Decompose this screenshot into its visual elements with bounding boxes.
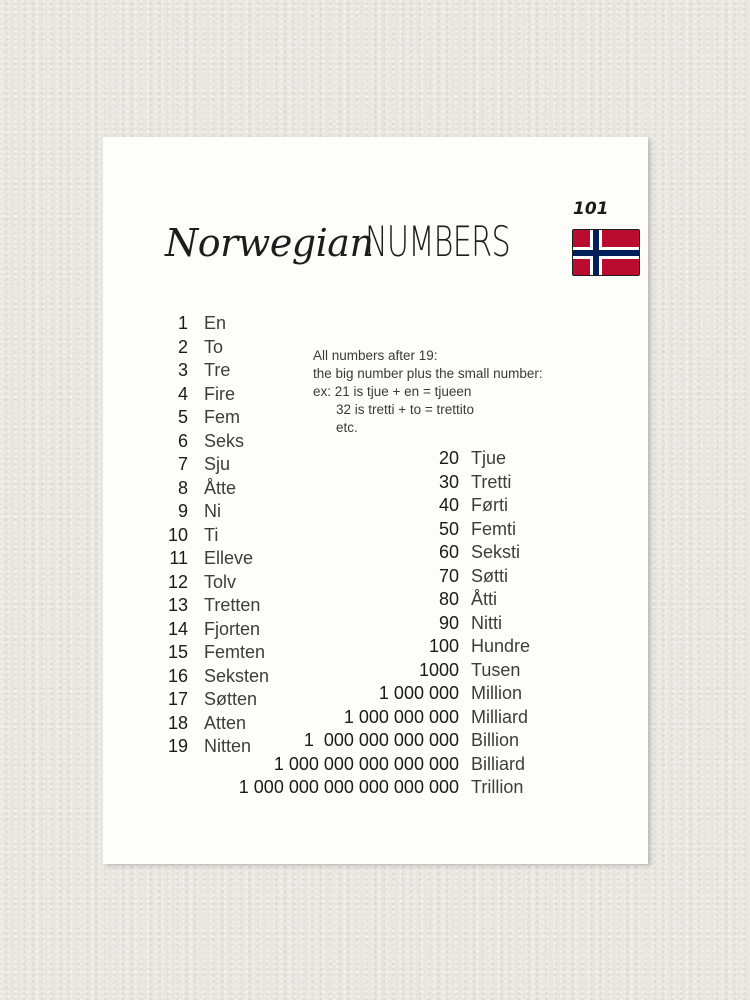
numeral: 8 — [177, 477, 188, 498]
number-row — [153, 383, 269, 407]
numeral: 1 000 000 000 — [343, 706, 459, 727]
numeral: 11 — [169, 548, 188, 569]
norwegian-word: Femti — [471, 518, 516, 539]
norwegian-word: Tolv — [204, 571, 237, 592]
norwegian-word: Ni — [204, 501, 221, 522]
number-row — [103, 471, 648, 495]
poster-title — [165, 199, 645, 287]
numeral: 30 — [438, 471, 459, 492]
numeral: 1 — [177, 313, 188, 334]
number-row — [103, 776, 648, 800]
numeral: 100 — [428, 636, 459, 657]
number-row — [153, 336, 269, 360]
norwegian-word: Femten — [204, 642, 266, 663]
note-line: etc. — [336, 420, 358, 435]
numeral: 1 000 000 000 000 — [303, 730, 459, 751]
norwegian-word: Milliard — [471, 706, 529, 727]
number-row — [103, 682, 648, 706]
numeral: 4 — [177, 383, 188, 404]
number-row — [103, 753, 648, 777]
numeral: 20 — [438, 448, 459, 469]
numeral: 80 — [438, 589, 459, 610]
norwegian-word: Tjue — [471, 448, 507, 469]
numeral: 1 000 000 000 000 000 — [273, 753, 459, 774]
norwegian-word: Tretten — [204, 595, 261, 616]
title-caps-word: NUMBERS — [365, 217, 510, 266]
numeral: 40 — [438, 495, 459, 516]
norwegian-word: Nitti — [471, 612, 502, 633]
numeral: 18 — [167, 712, 188, 733]
numeral: 7 — [177, 454, 188, 475]
numeral: 1000 — [418, 659, 459, 680]
number-row — [153, 312, 269, 336]
numeral: 19 — [167, 736, 188, 757]
norwegian-word: Seks — [204, 430, 245, 451]
number-row — [103, 588, 648, 612]
numeral: 3 — [177, 360, 188, 381]
numeral: 60 — [438, 542, 459, 563]
norwegian-word: Billiard — [471, 753, 526, 774]
big-numbers-list — [103, 447, 648, 800]
number-row — [103, 541, 648, 565]
numeral: 6 — [177, 430, 188, 451]
numeral: 50 — [438, 518, 459, 539]
title-superscript: 101 — [573, 199, 609, 219]
norwegian-word: Tusen — [471, 659, 521, 680]
numeral: 12 — [167, 571, 188, 592]
numeral: 1 000 000 — [378, 683, 459, 704]
numeral: 13 — [167, 595, 188, 616]
title-script-word: Norwegian — [165, 221, 374, 265]
note-line: the big number plus the small number: — [313, 366, 543, 381]
numeral: 90 — [438, 612, 459, 633]
norwegian-word: Tre — [204, 360, 231, 381]
norwegian-word: Åtti — [471, 589, 498, 610]
norwegian-word: Fjorten — [204, 618, 261, 639]
norwegian-word: Atten — [204, 712, 247, 733]
numeral: 70 — [438, 565, 459, 586]
norwegian-word: En — [204, 313, 227, 334]
numeral: 15 — [167, 642, 188, 663]
number-row — [103, 518, 648, 542]
numeral: 10 — [167, 524, 188, 545]
norwegian-word: To — [204, 336, 224, 357]
norwegian-word: Seksti — [471, 542, 521, 563]
norwegian-word: Søtten — [204, 689, 258, 710]
norwegian-word: Million — [471, 683, 523, 704]
norwegian-word: Elleve — [204, 548, 254, 569]
rule-note — [313, 347, 543, 437]
norwegian-word: Tretti — [471, 471, 512, 492]
norwegian-word: Søtti — [471, 565, 509, 586]
norwegian-word: Åtte — [204, 477, 237, 498]
numeral: 2 — [177, 336, 188, 357]
number-row — [103, 729, 648, 753]
norwegian-word: Førti — [471, 495, 508, 516]
number-row — [103, 612, 648, 636]
number-row — [103, 706, 648, 730]
number-row — [103, 447, 648, 471]
number-row — [103, 659, 648, 683]
note-line: All numbers after 19: — [313, 348, 438, 363]
numeral: 5 — [177, 407, 188, 428]
norwegian-word: Fem — [204, 407, 240, 428]
numeral: 9 — [177, 501, 188, 522]
number-row — [153, 406, 269, 430]
number-row — [103, 565, 648, 589]
norwegian-word: Hundre — [471, 636, 531, 657]
poster-print — [103, 137, 648, 864]
norwegian-word: Billion — [471, 730, 520, 751]
norwegian-word: Nitten — [204, 736, 252, 757]
norwegian-word: Fire — [204, 383, 235, 404]
norwegian-word: Sju — [204, 454, 231, 475]
note-line: 32 is tretti + to = trettito — [336, 402, 475, 417]
norway-flag-icon — [572, 229, 640, 276]
numeral: 14 — [167, 618, 188, 639]
norwegian-word: Seksten — [204, 665, 270, 686]
numeral: 1 000 000 000 000 000 000 — [238, 777, 459, 798]
note-line: ex: 21 is tjue + en = tjueen — [313, 384, 472, 399]
norwegian-word: Trillion — [471, 777, 524, 798]
numeral: 16 — [167, 665, 188, 686]
number-row — [103, 494, 648, 518]
number-row — [153, 359, 269, 383]
number-row — [103, 635, 648, 659]
norwegian-word: Ti — [204, 524, 219, 545]
numeral: 17 — [167, 689, 188, 710]
